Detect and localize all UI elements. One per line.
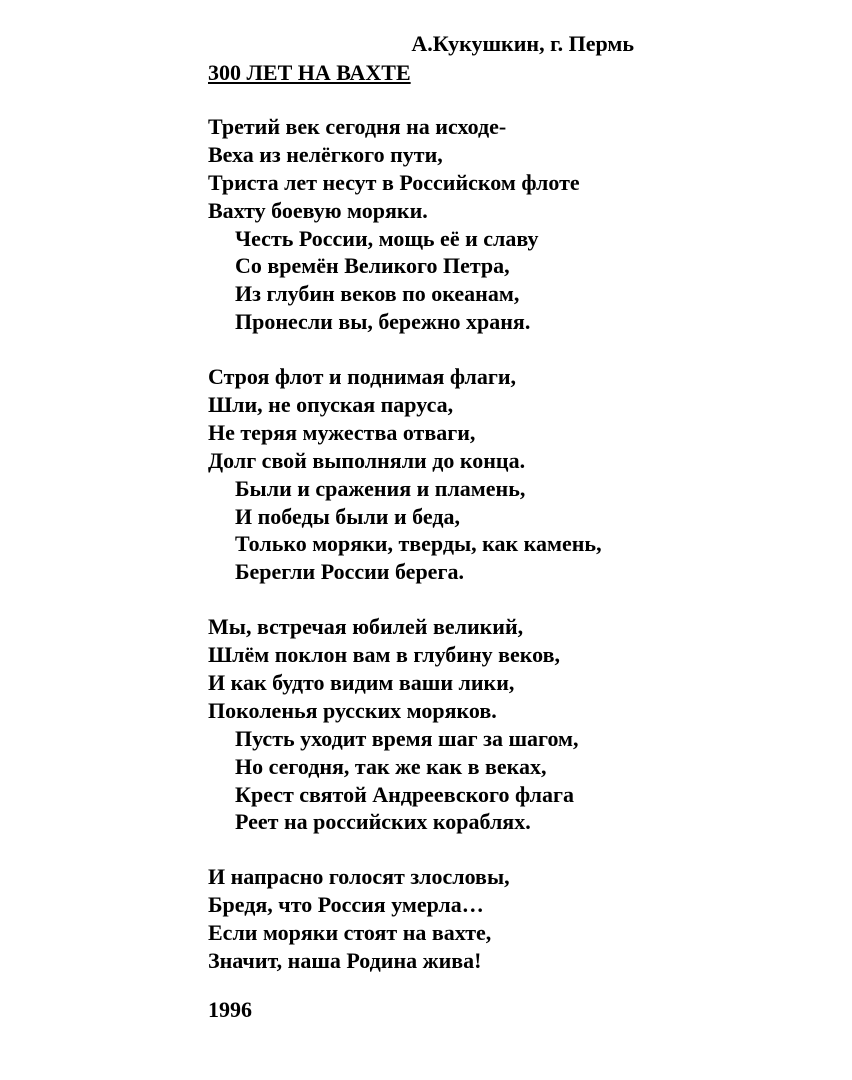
poem-line: Вахту боевую моряки. — [208, 197, 428, 223]
poem-line-indented: И победы были и беда, — [235, 503, 460, 529]
poem-line: И напрасно голосят злословы, — [208, 864, 510, 890]
poem-line: Строя флот и поднимая флаги, — [208, 364, 517, 390]
poem-line: Третий век сегодня на исходе- — [208, 114, 507, 139]
poem-line: Шли, не опуская паруса, — [208, 392, 454, 418]
stanza-4 — [208, 863, 602, 975]
poem-line-indented: Берегли России берега. — [235, 559, 464, 585]
poem-line-indented: Честь России, мощь её и славу — [235, 225, 539, 251]
poem-line: Значит, наша Родина жива! — [208, 948, 482, 974]
poem-line-indented: Реет на российских кораблях. — [235, 809, 531, 835]
poem-year: 1996 — [208, 997, 252, 1022]
stanza-1 — [208, 113, 602, 336]
poem-line-indented: Пусть уходит время шаг за шагом, — [235, 725, 579, 751]
poem-line: Поколенья русских моряков. — [208, 697, 497, 723]
poem-line: Триста лет несут в Российском флоте — [208, 169, 580, 195]
poem-line-indented: Пронесли вы, бережно храня. — [235, 309, 531, 335]
author-line: А.Кукушкин, г. Пермь — [411, 31, 634, 56]
poem-line-indented: Со времён Великого Петра, — [235, 253, 510, 279]
poem-line-indented: Но сегодня, так же как в веках, — [235, 753, 547, 779]
poem-line-indented: Были и сражения и пламень, — [235, 475, 526, 501]
stanza-2 — [208, 363, 602, 586]
poem-line: Веха из нелёгкого пути, — [208, 141, 443, 167]
poem-line: Шлём поклон вам в глубину веков, — [208, 642, 561, 668]
poem-line: Если моряки стоят на вахте, — [208, 920, 492, 946]
stanza-3 — [208, 613, 602, 836]
poem-line: Бредя, что Россия умерла… — [208, 892, 484, 918]
poem-line: И как будто видим ваши лики, — [208, 670, 515, 696]
poem-line-indented: Крест святой Андреевского флага — [235, 781, 574, 807]
poem-line: Не теряя мужества отваги, — [208, 419, 476, 445]
poem-line: Мы, встречая юбилей великий, — [208, 614, 524, 640]
poem-line-indented: Из глубин веков по океанам, — [235, 281, 520, 307]
poem-line: Долг свой выполняли до конца. — [208, 447, 526, 473]
poem-line-indented: Только моряки, тверды, как камень, — [235, 531, 602, 557]
poem-title: 300 ЛЕТ НА ВАХТЕ — [208, 60, 411, 85]
poem-body — [208, 113, 602, 1002]
